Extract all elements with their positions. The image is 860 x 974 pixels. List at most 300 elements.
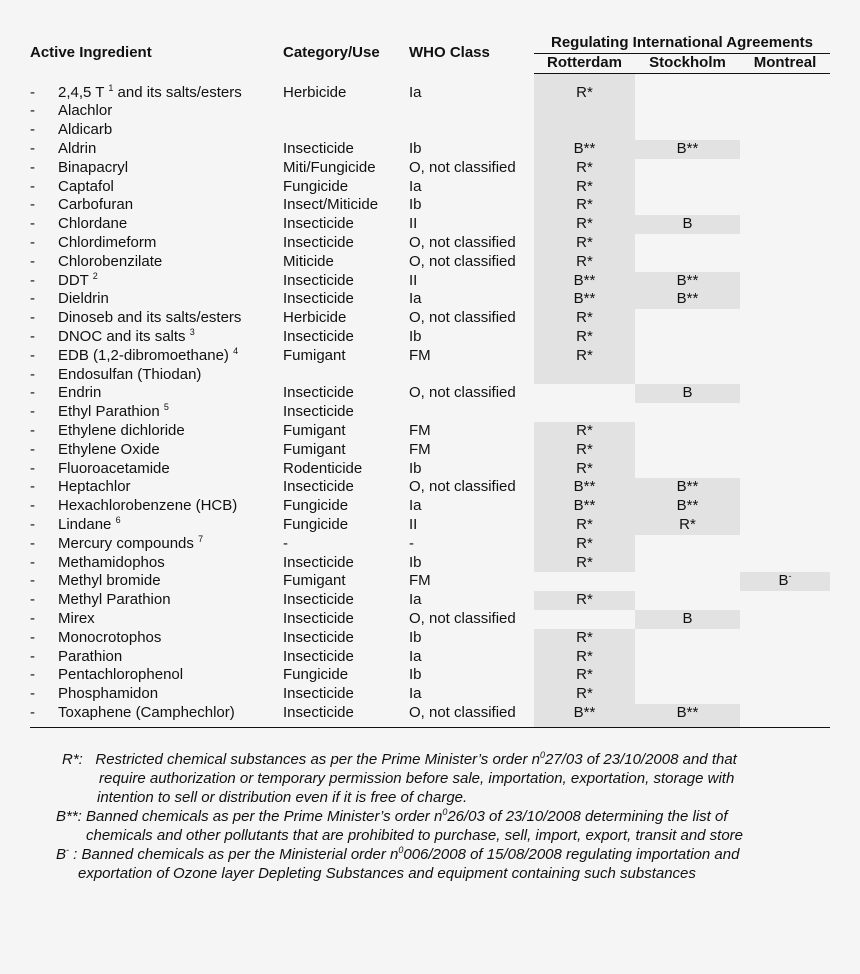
row-bullet: - (30, 233, 35, 251)
stockholm-cell (635, 591, 740, 610)
category-cell: Insecticide (283, 290, 354, 308)
montreal-cell (740, 84, 830, 103)
montreal-cell (740, 309, 830, 328)
row-bullet: - (30, 497, 35, 515)
stockholm-cell (635, 666, 740, 685)
ingredient-name: Ethylene dichloride (58, 421, 185, 439)
table-row (30, 234, 830, 253)
note-key-r: R*: (62, 751, 83, 768)
header-montreal: Montreal (740, 53, 830, 73)
who-class-cell: Ib (409, 459, 422, 477)
header-active-ingredient: Active Ingredient (30, 44, 152, 62)
table-row (30, 648, 830, 667)
rotterdam-cell (534, 610, 635, 629)
note-key-b1: B (56, 846, 67, 863)
ingredient-name: Ethyl Parathion (58, 403, 160, 421)
who-class-cell: Ib (409, 553, 422, 571)
montreal-cell (740, 121, 830, 140)
row-bullet: - (30, 346, 35, 364)
ingredient-name: Lindane (58, 515, 112, 533)
who-class-cell (409, 121, 534, 140)
montreal-value-sup: - (788, 571, 792, 582)
montreal-cell (740, 591, 830, 610)
stockholm-cell (635, 328, 740, 347)
stockholm-cell (635, 572, 740, 591)
footnote-ref: 6 (115, 514, 121, 525)
rotterdam-cell: B** (534, 704, 635, 727)
stockholm-cell (635, 441, 740, 460)
table-row (30, 309, 830, 328)
row-bullet: - (30, 666, 35, 684)
row-bullet: - (30, 553, 35, 571)
category-cell: Insecticide (283, 609, 354, 627)
header-category: Category/Use (283, 44, 380, 62)
ingredient-name: Ethylene Oxide (58, 440, 160, 458)
footnote-ref: 7 (198, 533, 204, 544)
row-bullet: - (30, 685, 35, 703)
stockholm-cell (635, 366, 740, 385)
row-bullet: - (30, 647, 35, 665)
who-class-cell: Ia (409, 177, 422, 195)
active-ingredient-cell (58, 178, 283, 197)
rotterdam-cell: R* (534, 234, 635, 253)
stockholm-cell (635, 685, 740, 704)
table-row (30, 572, 830, 591)
rotterdam-cell: R* (534, 441, 635, 460)
active-ingredient-cell (58, 159, 283, 178)
footnote-ref: 1 (108, 82, 114, 93)
category-cell: Insecticide (283, 704, 409, 727)
active-ingredient-cell (58, 140, 283, 159)
table-row (30, 516, 830, 535)
table-row (30, 102, 830, 121)
stockholm-cell (635, 629, 740, 648)
montreal-cell (740, 516, 830, 535)
montreal-cell (740, 610, 830, 629)
category-cell: Fungicide (283, 497, 349, 515)
who-class-cell: Ib (409, 196, 422, 214)
who-class-cell: O, not classified (409, 158, 516, 176)
table-row (30, 121, 830, 140)
montreal-cell (740, 572, 830, 591)
ingredient-name: Phosphamidon (58, 685, 159, 703)
footnote-ref: 2 (92, 270, 98, 281)
row-bullet: - (30, 591, 35, 609)
rotterdam-cell (534, 572, 635, 591)
who-class-cell: O, not classified (409, 309, 516, 327)
who-class-cell: FM (409, 572, 431, 590)
montreal-cell (740, 648, 830, 667)
category-cell: Insecticide (283, 233, 354, 251)
rotterdam-cell: R* (534, 460, 635, 479)
rotterdam-cell: R* (534, 84, 635, 103)
who-class-cell: O, not classified (409, 704, 534, 727)
rotterdam-cell: R* (534, 347, 635, 366)
who-class-cell: Ia (409, 685, 422, 703)
rotterdam-cell: R* (534, 648, 635, 667)
stockholm-cell (635, 196, 740, 215)
who-class-cell: O, not classified (409, 384, 516, 402)
row-bullet: - (30, 365, 35, 383)
ingredient-name: Monocrotophos (58, 628, 162, 646)
row-bullet: - (30, 309, 35, 327)
row-bullet: - (30, 327, 35, 345)
rotterdam-cell: B** (534, 290, 635, 309)
table-row (30, 535, 830, 554)
who-class-cell: Ia (409, 290, 422, 308)
row-bullet: - (30, 459, 35, 477)
ingredient-name: EDB (1,2-dibromoethane) (58, 346, 229, 364)
montreal-cell (740, 666, 830, 685)
note-text: intention to sell or distribution even if it is free of charge. (97, 789, 468, 806)
table-row (30, 366, 830, 385)
table-row (30, 253, 830, 272)
active-ingredient-cell (58, 290, 283, 309)
montreal-cell (740, 384, 830, 403)
rotterdam-cell (534, 121, 635, 140)
category-cell: Insecticide (283, 327, 354, 345)
ingredient-name: Methamidophos (58, 553, 165, 571)
active-ingredient-cell (58, 384, 283, 403)
who-class-cell: FM (409, 440, 431, 458)
rotterdam-cell: R* (534, 253, 635, 272)
note-sup: 0 (398, 845, 404, 855)
active-ingredient-cell (58, 685, 283, 704)
ingredient-name: Methyl Parathion (58, 591, 171, 609)
stockholm-cell (635, 460, 740, 479)
montreal-cell (740, 159, 830, 178)
row-bullet: - (30, 609, 35, 627)
table-row (30, 159, 830, 178)
rotterdam-cell: R* (534, 666, 635, 685)
pesticide-table (30, 34, 830, 728)
note-text: exportation of Ozone layer Depleting Substances and equipment containing such substances (78, 865, 696, 882)
header-agreements: Regulating International Agreements (534, 34, 830, 53)
category-cell (283, 121, 409, 140)
ingredient-name: DNOC and its salts (58, 327, 186, 345)
montreal-cell (740, 272, 830, 291)
montreal-cell (740, 234, 830, 253)
active-ingredient-cell (58, 422, 283, 441)
montreal-value: B- (778, 571, 792, 590)
rotterdam-cell: R* (534, 629, 635, 648)
row-bullet: - (30, 158, 35, 176)
row-bullet: - (30, 534, 35, 552)
ingredient-name: Dinoseb and its salts/esters (58, 309, 242, 327)
active-ingredient-cell (58, 591, 283, 610)
category-cell: Fumigant (283, 421, 346, 439)
table-row (30, 441, 830, 460)
ingredient-name: Captafol (58, 177, 114, 195)
table-row (30, 666, 830, 685)
stockholm-cell (635, 121, 740, 140)
stockholm-cell (635, 422, 740, 441)
ingredient-name: Hexachlorobenzene (HCB) (58, 497, 238, 515)
rotterdam-cell: R* (534, 535, 635, 554)
montreal-cell (740, 497, 830, 516)
who-class-cell (409, 102, 534, 121)
row-bullet: - (30, 139, 35, 157)
rotterdam-cell: R* (534, 516, 635, 535)
montreal-cell (740, 629, 830, 648)
table-row (30, 685, 830, 704)
stockholm-cell (635, 84, 740, 103)
who-class-cell: O, not classified (409, 609, 516, 627)
active-ingredient-cell (58, 366, 283, 385)
row-bullet: - (30, 177, 35, 195)
row-bullet: - (30, 196, 35, 214)
table-row (30, 140, 830, 159)
table-row (30, 403, 830, 422)
table-row (30, 591, 830, 610)
who-class-cell (409, 366, 534, 385)
who-class-cell: Ia (409, 647, 422, 665)
rotterdam-cell: B** (534, 272, 635, 291)
who-class-cell: II (409, 215, 418, 233)
ingredient-name: Carbofuran (58, 196, 134, 214)
ingredient-name: Fluoroacetamide (58, 459, 170, 477)
header-stockholm: Stockholm (635, 53, 740, 73)
footnote-ref: 3 (189, 326, 195, 337)
active-ingredient-cell (58, 196, 283, 215)
header-row-1 (30, 34, 830, 53)
rotterdam-cell: R* (534, 159, 635, 178)
active-ingredient-cell (58, 666, 283, 685)
ingredient-name-tail: and its salts/esters (113, 83, 242, 101)
montreal-cell (740, 366, 830, 385)
table-row (30, 629, 830, 648)
stockholm-cell: B** (635, 704, 740, 727)
who-class-cell (409, 403, 534, 422)
montreal-cell (740, 140, 830, 159)
category-cell: Fungicide (283, 515, 349, 533)
active-ingredient-cell (58, 234, 283, 253)
active-ingredient-cell (58, 535, 283, 554)
stockholm-cell: B** (635, 140, 740, 159)
row-bullet: - (30, 628, 35, 646)
category-cell: Fumigant (283, 572, 346, 590)
active-ingredient-cell (58, 403, 283, 422)
stockholm-cell: B** (635, 290, 740, 309)
footnote-ref: 5 (163, 402, 169, 413)
active-ingredient-cell (58, 460, 283, 479)
ingredient-name: Aldrin (58, 139, 97, 157)
ingredient-name: Aldicarb (58, 121, 113, 139)
montreal-cell (740, 478, 830, 497)
rotterdam-cell: R* (534, 554, 635, 573)
active-ingredient-cell (58, 347, 283, 366)
ingredient-name: Chlordimeform (58, 233, 157, 251)
note-sup: 0 (442, 807, 448, 817)
active-ingredient-cell (58, 272, 283, 291)
ingredient-name: Methyl bromide (58, 572, 161, 590)
ingredient-name: Chlorobenzilate (58, 252, 163, 270)
table-row (30, 384, 830, 403)
stockholm-cell (635, 648, 740, 667)
ingredient-name: 2,4,5 T (58, 83, 105, 101)
ingredient-name: DDT (58, 271, 89, 289)
note-text: 26/03 of 23/10/2008 determining the list of (447, 808, 728, 825)
category-cell: Herbicide (283, 83, 347, 101)
footnote-ref: 4 (233, 345, 239, 356)
ingredient-name: Chlordane (58, 215, 128, 233)
montreal-cell (740, 253, 830, 272)
table-row (30, 196, 830, 215)
category-cell: Insecticide (283, 553, 354, 571)
active-ingredient-cell (58, 572, 283, 591)
category-cell (283, 102, 409, 121)
note-sup: - (66, 845, 70, 855)
montreal-cell (740, 347, 830, 366)
stockholm-cell (635, 309, 740, 328)
who-class-cell: II (409, 271, 418, 289)
rotterdam-cell: R* (534, 685, 635, 704)
stockholm-cell: B** (635, 497, 740, 516)
header-rotterdam: Rotterdam (534, 53, 635, 73)
active-ingredient-cell (58, 554, 283, 573)
table-row (30, 347, 830, 366)
montreal-cell (740, 535, 830, 554)
who-class-cell: Ia (409, 83, 422, 101)
note-restricted (50, 750, 840, 769)
rotterdam-cell (534, 366, 635, 385)
note-banned (50, 807, 840, 826)
category-cell (283, 366, 409, 385)
rotterdam-cell (534, 102, 635, 121)
note-text: Restricted chemical substances as per the Prime Minister’s order n (95, 751, 540, 768)
active-ingredient-cell (58, 704, 283, 727)
rotterdam-cell (534, 403, 635, 422)
row-bullet: - (30, 252, 35, 270)
montreal-cell (740, 290, 830, 309)
who-class-cell: O, not classified (409, 252, 516, 270)
row-bullet: - (30, 421, 35, 439)
active-ingredient-cell (58, 309, 283, 328)
montreal-cell (740, 102, 830, 121)
category-cell: Insect/Miticide (283, 196, 379, 214)
who-class-cell: Ib (409, 139, 422, 157)
stockholm-cell (635, 234, 740, 253)
category-cell: Insecticide (283, 647, 354, 665)
montreal-cell (740, 422, 830, 441)
ingredient-name: Toxaphene (Camphechlor) (58, 703, 235, 721)
rotterdam-cell: R* (534, 328, 635, 347)
montreal-cell (740, 215, 830, 234)
ingredient-name: Heptachlor (58, 478, 131, 496)
who-class-cell: Ia (409, 591, 422, 609)
category-cell: Fungicide (283, 177, 349, 195)
rotterdam-cell: R* (534, 422, 635, 441)
montreal-cell (740, 441, 830, 460)
table-row (30, 497, 830, 516)
table-row (30, 290, 830, 309)
ingredient-name: Pentachlorophenol (58, 666, 184, 684)
ingredient-name: Alachlor (58, 102, 113, 120)
stockholm-cell (635, 253, 740, 272)
note-sup: 0 (539, 750, 545, 760)
row-bullet: - (30, 478, 35, 496)
category-cell: Fungicide (283, 666, 349, 684)
stockholm-cell (635, 102, 740, 121)
footnotes (50, 750, 840, 883)
category-cell: Insecticide (283, 403, 354, 421)
category-cell: Miti/Fungicide (283, 158, 376, 176)
rotterdam-cell: R* (534, 196, 635, 215)
row-bullet: - (30, 271, 35, 289)
rotterdam-cell: R* (534, 178, 635, 197)
table-row (30, 215, 830, 234)
active-ingredient-cell (58, 629, 283, 648)
row-bullet: - (30, 290, 35, 308)
stockholm-cell (635, 403, 740, 422)
category-cell: Rodenticide (283, 459, 363, 477)
rotterdam-cell: R* (534, 309, 635, 328)
rotterdam-cell: R* (534, 215, 635, 234)
category-cell: Insecticide (283, 628, 354, 646)
note-text: 27/03 of 23/10/2008 and that (545, 751, 737, 768)
active-ingredient-cell (58, 516, 283, 535)
active-ingredient-cell (58, 497, 283, 516)
table-row (30, 84, 830, 103)
who-class-cell: O, not classified (409, 233, 516, 251)
note-text: Banned chemicals as per the Prime Minister’s order n (86, 808, 443, 825)
montreal-cell (740, 196, 830, 215)
montreal-cell (740, 554, 830, 573)
active-ingredient-cell (58, 102, 283, 121)
row-bullet: - (30, 440, 35, 458)
row-bullet: - (30, 121, 35, 139)
note-text: 006/2008 of 15/08/2008 regulating importation and (403, 846, 740, 863)
table-row (30, 704, 830, 727)
table-body (30, 73, 830, 727)
category-cell: Insecticide (283, 478, 354, 496)
category-cell: Insecticide (283, 591, 354, 609)
who-class-cell: FM (409, 421, 431, 439)
row-bullet: - (30, 102, 35, 120)
row-bullet: - (30, 215, 35, 233)
row-bullet: - (30, 384, 35, 402)
montreal-cell (740, 328, 830, 347)
active-ingredient-cell (58, 610, 283, 629)
montreal-cell (740, 403, 830, 422)
stockholm-cell: B** (635, 478, 740, 497)
stockholm-cell: B (635, 215, 740, 234)
category-cell: Insecticide (283, 271, 354, 289)
category-cell: Insecticide (283, 215, 354, 233)
ingredient-name: Endosulfan (Thiodan) (58, 365, 202, 383)
who-class-cell: O, not classified (409, 478, 516, 496)
row-bullet: - (30, 83, 35, 101)
row-bullet: - (30, 704, 58, 727)
row-bullet: - (30, 572, 35, 590)
ingredient-name: Dieldrin (58, 290, 109, 308)
row-bullet: - (30, 515, 35, 533)
stockholm-cell: B** (635, 272, 740, 291)
rotterdam-cell: B** (534, 140, 635, 159)
category-cell: Insecticide (283, 384, 354, 402)
montreal-cell (740, 704, 830, 727)
who-class-cell: II (409, 515, 418, 533)
spacer-row (30, 73, 830, 84)
note-banned-ozone (50, 845, 840, 864)
note-key-b2: B**: (56, 808, 82, 825)
ingredient-name: Mirex (58, 609, 95, 627)
who-class-cell: Ib (409, 628, 422, 646)
rotterdam-cell: R* (534, 591, 635, 610)
header-who-class: WHO Class (409, 44, 490, 62)
category-cell: Insecticide (283, 139, 354, 157)
active-ingredient-cell (58, 215, 283, 234)
